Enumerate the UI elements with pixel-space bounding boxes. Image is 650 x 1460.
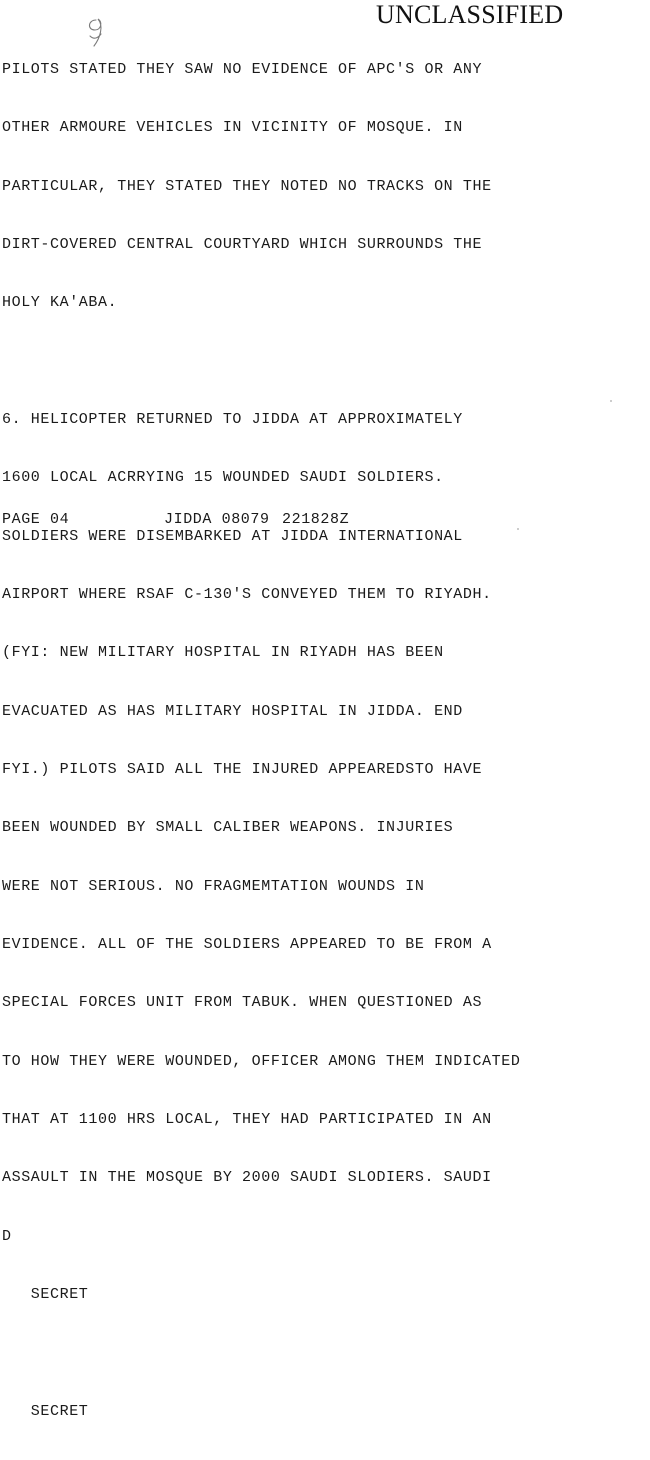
secret-marking: SECRET [2,1402,89,1420]
cable-line: EVIDENCE. ALL OF THE SOLDIERS APPEARED TO BE FROM A [2,936,492,954]
cable-line: WERE NOT SERIOUS. NO FRAGMEMTATION WOUNDS IN [2,877,425,895]
cable-line: BEEN WOUNDED BY SMALL CALIBER WEAPONS. INJURIES [2,819,454,837]
scan-speck [517,528,519,530]
cable-line: ASSAULT IN THE MOSQUE BY 2000 SAUDI SLODIERS. SAUDI [2,1169,492,1187]
cable-line: 6. HELICOPTER RETURNED TO JIDDA AT APPROXIMATELY [2,410,463,428]
cable-line: 1600 LOCAL ACRRYING 15 WOUNDED SAUDI SOLDIERS. [2,469,444,487]
secret-marking: SECRET [2,1286,89,1304]
cable-line: D [2,1227,12,1245]
cable-line: (FYI: NEW MILITARY HOSPITAL IN RIYADH HAS BEEN [2,644,444,662]
cable-line [2,1343,520,1362]
cable-text-body [2,21,520,1460]
date-time-group: 221828Z [282,511,350,528]
cable-line: PARTICULAR, THEY STATED THEY NOTED NO TRACKS ON THE [2,177,492,195]
cable-reference: JIDDA 08079 [164,511,270,528]
cable-line: TO HOW THEY WERE WOUNDED, OFFICER AMONG THEM INDICATED [2,1052,521,1070]
cable-line: THAT AT 1100 HRS LOCAL, THEY HAD PARTICIPATED IN AN [2,1111,492,1129]
cable-line [2,352,520,371]
cable-line: FYI.) PILOTS SAID ALL THE INJURED APPEAREDSTO HAVE [2,761,483,779]
classification-marking: UNCLASSIFIED [376,0,564,29]
cable-line: EVACUATED AS HAS MILITARY HOSPITAL IN JIDDA. END [2,702,463,720]
scan-speck [610,400,612,402]
cable-line: SOLDIERS WERE DISEMBARKED AT JIDDA INTERNATIONAL [2,527,463,545]
cable-line: PILOTS STATED THEY SAW NO EVIDENCE OF APC'S OR ANY [2,60,483,78]
cable-line: OTHER ARMOURE VEHICLES IN VICINITY OF MOSQUE. IN [2,119,463,137]
cable-line: HOLY KA'ABA. [2,294,118,312]
cable-line: DIRT-COVERED CENTRAL COURTYARD WHICH SURROUNDS THE [2,235,483,253]
cable-line: AIRPORT WHERE RSAF C-130'S CONVEYED THEM TO RIYADH. [2,586,492,603]
cable-line: SPECIAL FORCES UNIT FROM TABUK. WHEN QUESTIONED AS [2,994,483,1012]
page-number: PAGE 04 [2,511,70,528]
